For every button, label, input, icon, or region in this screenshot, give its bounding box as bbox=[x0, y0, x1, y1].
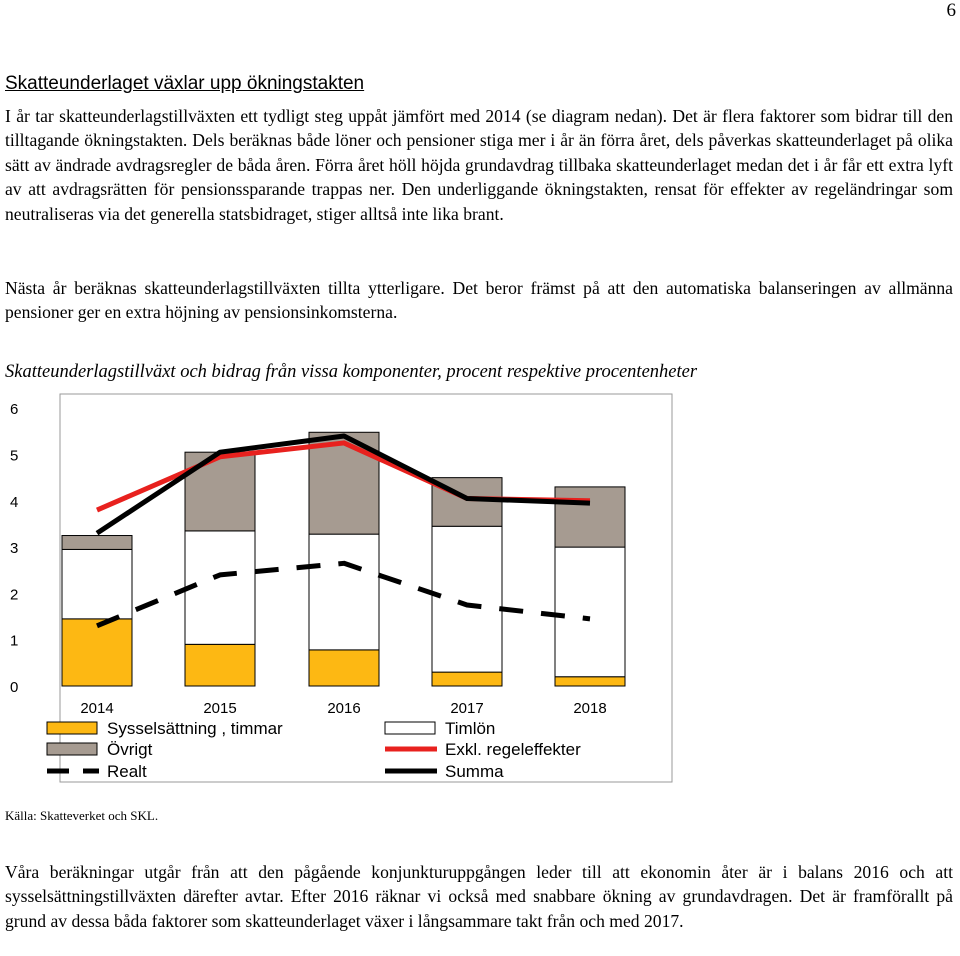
bar-sysselsättning-2017 bbox=[432, 672, 502, 686]
legend-swatch bbox=[385, 722, 435, 734]
legend-label: Realt bbox=[107, 762, 147, 781]
legend-label: Exkl. regeleffekter bbox=[445, 740, 581, 759]
bar-övrigt-2014 bbox=[62, 536, 132, 550]
y-tick-label: 0 bbox=[10, 679, 19, 696]
chart-caption: Skatteunderlagstillväxt och bidrag från vissa komponenter, procent respektive procentenheter bbox=[5, 362, 698, 382]
x-tick-label: 2014 bbox=[80, 700, 114, 717]
legend-swatch bbox=[47, 743, 97, 755]
x-tick-label: 2017 bbox=[450, 700, 484, 717]
bar-övrigt-2015 bbox=[185, 452, 255, 531]
bar-sysselsättning-2018 bbox=[555, 677, 625, 686]
bar-sysselsättning-2016 bbox=[309, 650, 379, 686]
y-tick-label: 6 bbox=[10, 401, 19, 419]
y-tick-label: 5 bbox=[10, 447, 19, 465]
legend-label: Övrigt bbox=[107, 740, 153, 759]
bar-sysselsättning-2015 bbox=[185, 644, 255, 686]
chart-source: Källa: Skatteverket och SKL. bbox=[5, 808, 159, 823]
bar-timlön-2014 bbox=[62, 549, 132, 618]
y-tick-label: 1 bbox=[10, 632, 19, 650]
y-tick-label: 4 bbox=[10, 493, 19, 511]
paragraph-assumptions: Våra beräkningar utgår från att den pågående konjunkturuppgången leder till att ekonomin åter är i balans 2016 och att sysselsättningstillväxten därefter avtar. Efter 2016 räknar vi också med snabbare ökning av grundavdragen. Det är framförallt på grund av dessa båda faktorer som skatteunderlaget växer i långsammare takt från och med 2017. bbox=[5, 862, 953, 931]
x-tick-label: 2016 bbox=[327, 700, 361, 717]
y-tick-label: 3 bbox=[10, 540, 19, 558]
chart bbox=[0, 390, 700, 790]
paragraph-next-year: Nästa år beräknas skatteunderlagstillväxten tillta ytterligare. Det beror främst på att den automatiska balanseringen av allmänna pensioner ger en extra höjning av pensionsinkomsterna. bbox=[5, 278, 953, 323]
bar-sysselsättning-2014 bbox=[62, 619, 132, 686]
legend-label: Summa bbox=[445, 762, 504, 781]
bar-timlön-2016 bbox=[309, 534, 379, 650]
bar-timlön-2017 bbox=[432, 526, 502, 672]
legend-swatch bbox=[47, 722, 97, 734]
legend-label: Sysselsättning , timmar bbox=[107, 719, 283, 738]
x-tick-label: 2015 bbox=[203, 700, 237, 717]
x-tick-label: 2018 bbox=[573, 700, 607, 717]
bar-timlön-2018 bbox=[555, 547, 625, 677]
legend-label: Timlön bbox=[445, 719, 496, 738]
y-tick-label: 2 bbox=[10, 586, 19, 604]
page-number: 6 bbox=[946, 0, 956, 21]
bar-övrigt-2018 bbox=[555, 487, 625, 547]
paragraph-intro: I år tar skatteunderlagstillväxten ett tydligt steg uppåt jämfört med 2014 (se diagram nedan). Det är flera faktorer som bidrar till den tilltagande ökningstakten. Dels beräknas både löner och pensioner stiga mer i år än förra året, dels påverkas skatteunderlaget på olika sätt av ändrade avdragsregler de båda åren. Förra året höll höjda grundavdrag tillbaka skatteunderlaget medan det i år får ett extra lyft av att avdragsrätten för pensionssparande trappas ner. Den underliggande ökningstakten, rensat för effekter av regeländringar som neutraliseras via det generella statsbidraget, stiger alltså inte lika brant. bbox=[5, 106, 953, 224]
section-heading: Skatteunderlaget växlar upp ökningstakten bbox=[5, 73, 365, 94]
